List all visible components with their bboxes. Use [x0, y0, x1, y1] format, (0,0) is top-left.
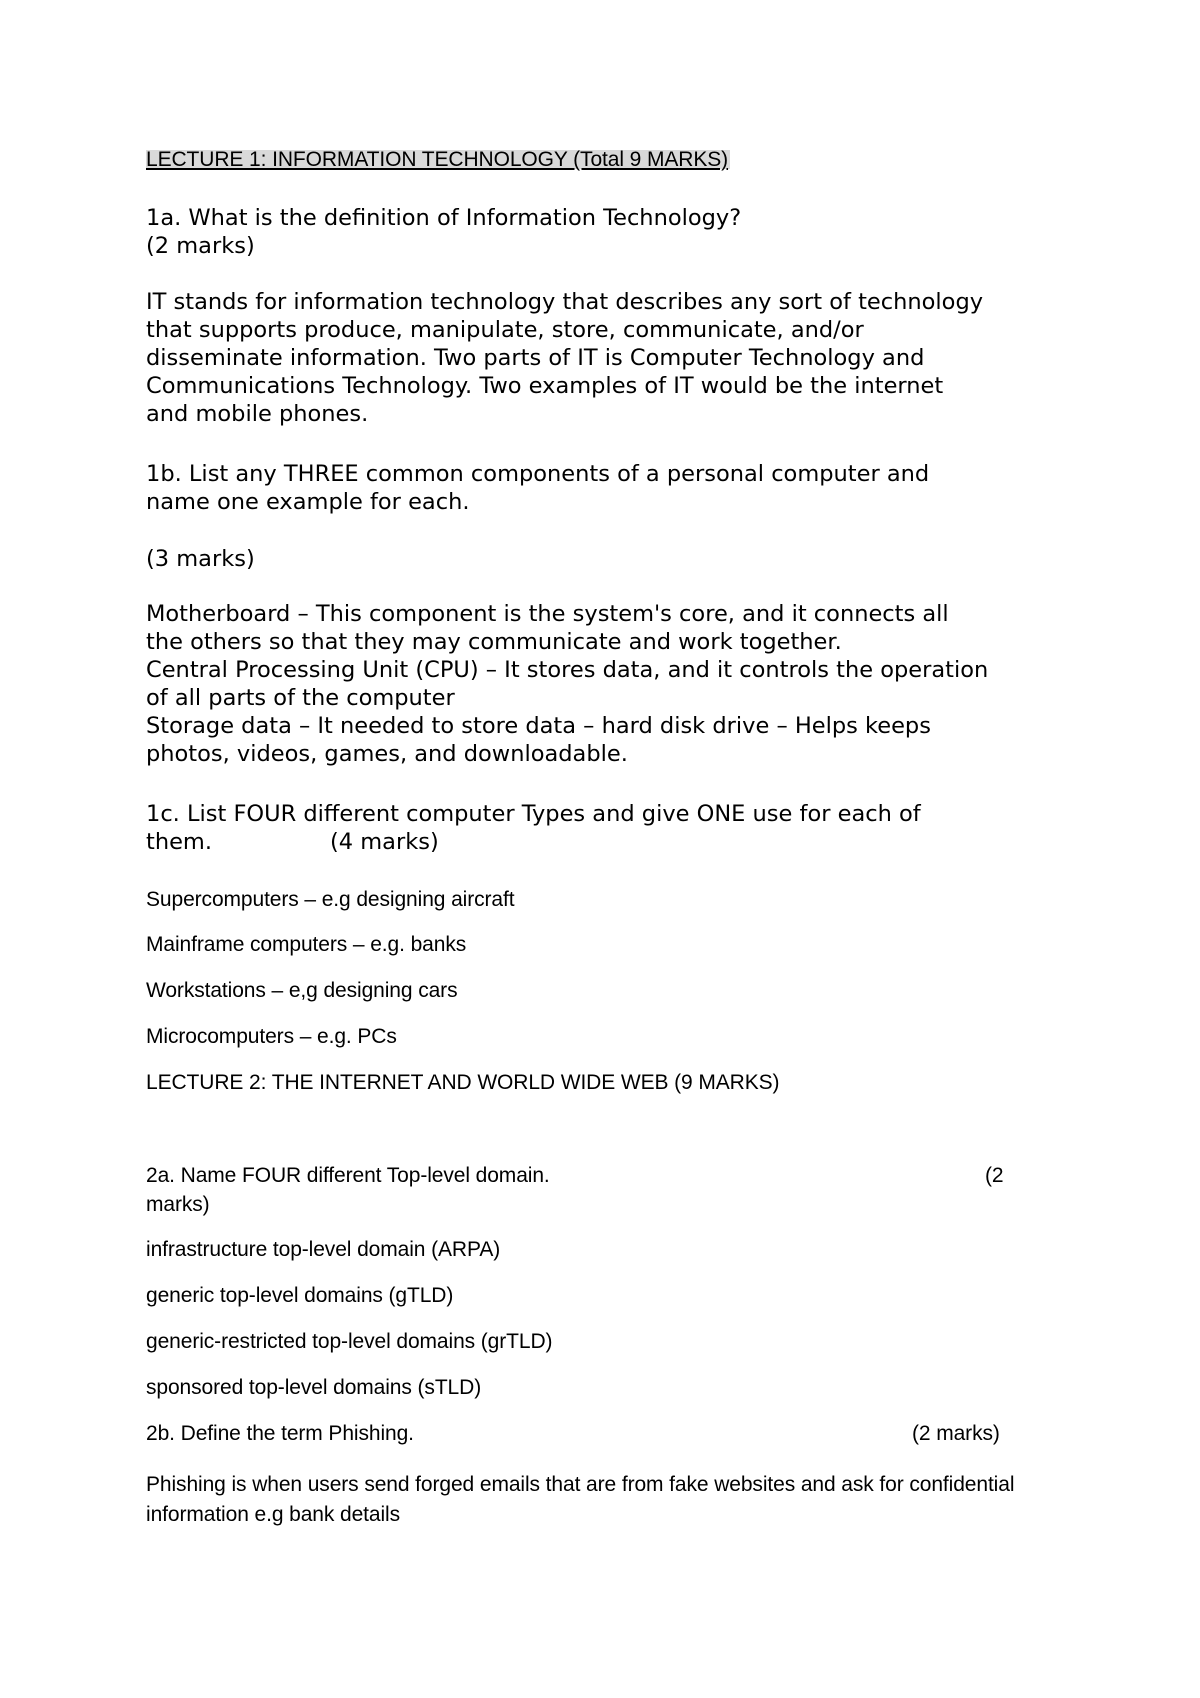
question-2b-text: 2b. Define the term Phishing.	[146, 1422, 414, 1445]
question-1c-marks: (4 marks)	[330, 829, 439, 855]
answer-2a-item: infrastructure top-level domain (ARPA)	[146, 1238, 501, 1261]
lecture-2-title: LECTURE 2: THE INTERNET AND WORLD WIDE WEB (9 MARKS)	[146, 1071, 780, 1094]
answer-1c-item: Microcomputers – e.g. PCs	[146, 1025, 397, 1048]
question-1b-marks: (3 marks)	[146, 546, 255, 572]
question-1c-line2	[146, 828, 1086, 856]
answer-1a-line: and mobile phones.	[146, 401, 369, 427]
answer-1a-line: Communications Technology. Two examples of IT would be the internet	[146, 373, 944, 399]
question-2a-text: 2a. Name FOUR different Top-level domain.	[146, 1164, 550, 1187]
answer-1a	[146, 288, 1086, 428]
answer-1a-line: that supports produce, manipulate, store, communicate, and/or	[146, 317, 864, 343]
answer-1b-line: of all parts of the computer	[146, 685, 455, 711]
question-1a	[146, 204, 1086, 260]
answer-1a-line: disseminate information. Two parts of IT is Computer Technology and	[146, 345, 925, 371]
answer-1b-line: Motherboard – This component is the system's core, and it connects all	[146, 601, 949, 627]
question-1b-line: name one example for each.	[146, 489, 470, 515]
answer-1b-line: Storage data – It needed to store data – hard disk drive – Helps keeps	[146, 713, 931, 739]
answer-1c-item: Mainframe computers – e.g. banks	[146, 933, 467, 956]
answer-1c-item: Supercomputers – e.g designing aircraft	[146, 888, 515, 911]
answer-2a-item: generic-restricted top-level domains (grTLD)	[146, 1330, 553, 1353]
question-2a-marks-part1: (2	[985, 1164, 1004, 1187]
question-2a-marks-part2: marks)	[146, 1193, 210, 1216]
question-1b	[146, 460, 1086, 516]
answer-2b-line: Phishing is when users send forged emails that are from fake websites and ask for confidential	[146, 1473, 1015, 1496]
question-1c-line1: 1c. List FOUR different computer Types and give ONE use for each of	[146, 801, 921, 827]
answer-1c-item: Workstations – e,g designing cars	[146, 979, 458, 1002]
answer-1b-line: the others so that they may communicate and work together.	[146, 629, 842, 655]
answer-2b-line: information e.g bank details	[146, 1503, 401, 1526]
question-2b-marks: (2 marks)	[912, 1422, 1000, 1445]
answer-1b-line: Central Processing Unit (CPU) – It stores data, and it controls the operation	[146, 657, 989, 683]
question-1c-line2-text: them.	[146, 829, 212, 855]
question-1c	[146, 800, 1086, 856]
answer-1b-line: photos, videos, games, and downloadable.	[146, 741, 628, 767]
question-1a-marks: (2 marks)	[146, 233, 255, 259]
answer-2a-item: generic top-level domains (gTLD)	[146, 1284, 454, 1307]
answer-2a-item: sponsored top-level domains (sTLD)	[146, 1376, 482, 1399]
answer-1b	[146, 600, 1086, 768]
lecture-1-title: LECTURE 1: INFORMATION TECHNOLOGY (Total 9 MARKS)	[146, 148, 729, 171]
answer-1a-line: IT stands for information technology that describes any sort of technology	[146, 289, 984, 315]
question-1b-line: 1b. List any THREE common components of a personal computer and	[146, 461, 930, 487]
answer-2b	[146, 1470, 1086, 1530]
question-1a-text: 1a. What is the definition of Information Technology?	[146, 205, 742, 231]
